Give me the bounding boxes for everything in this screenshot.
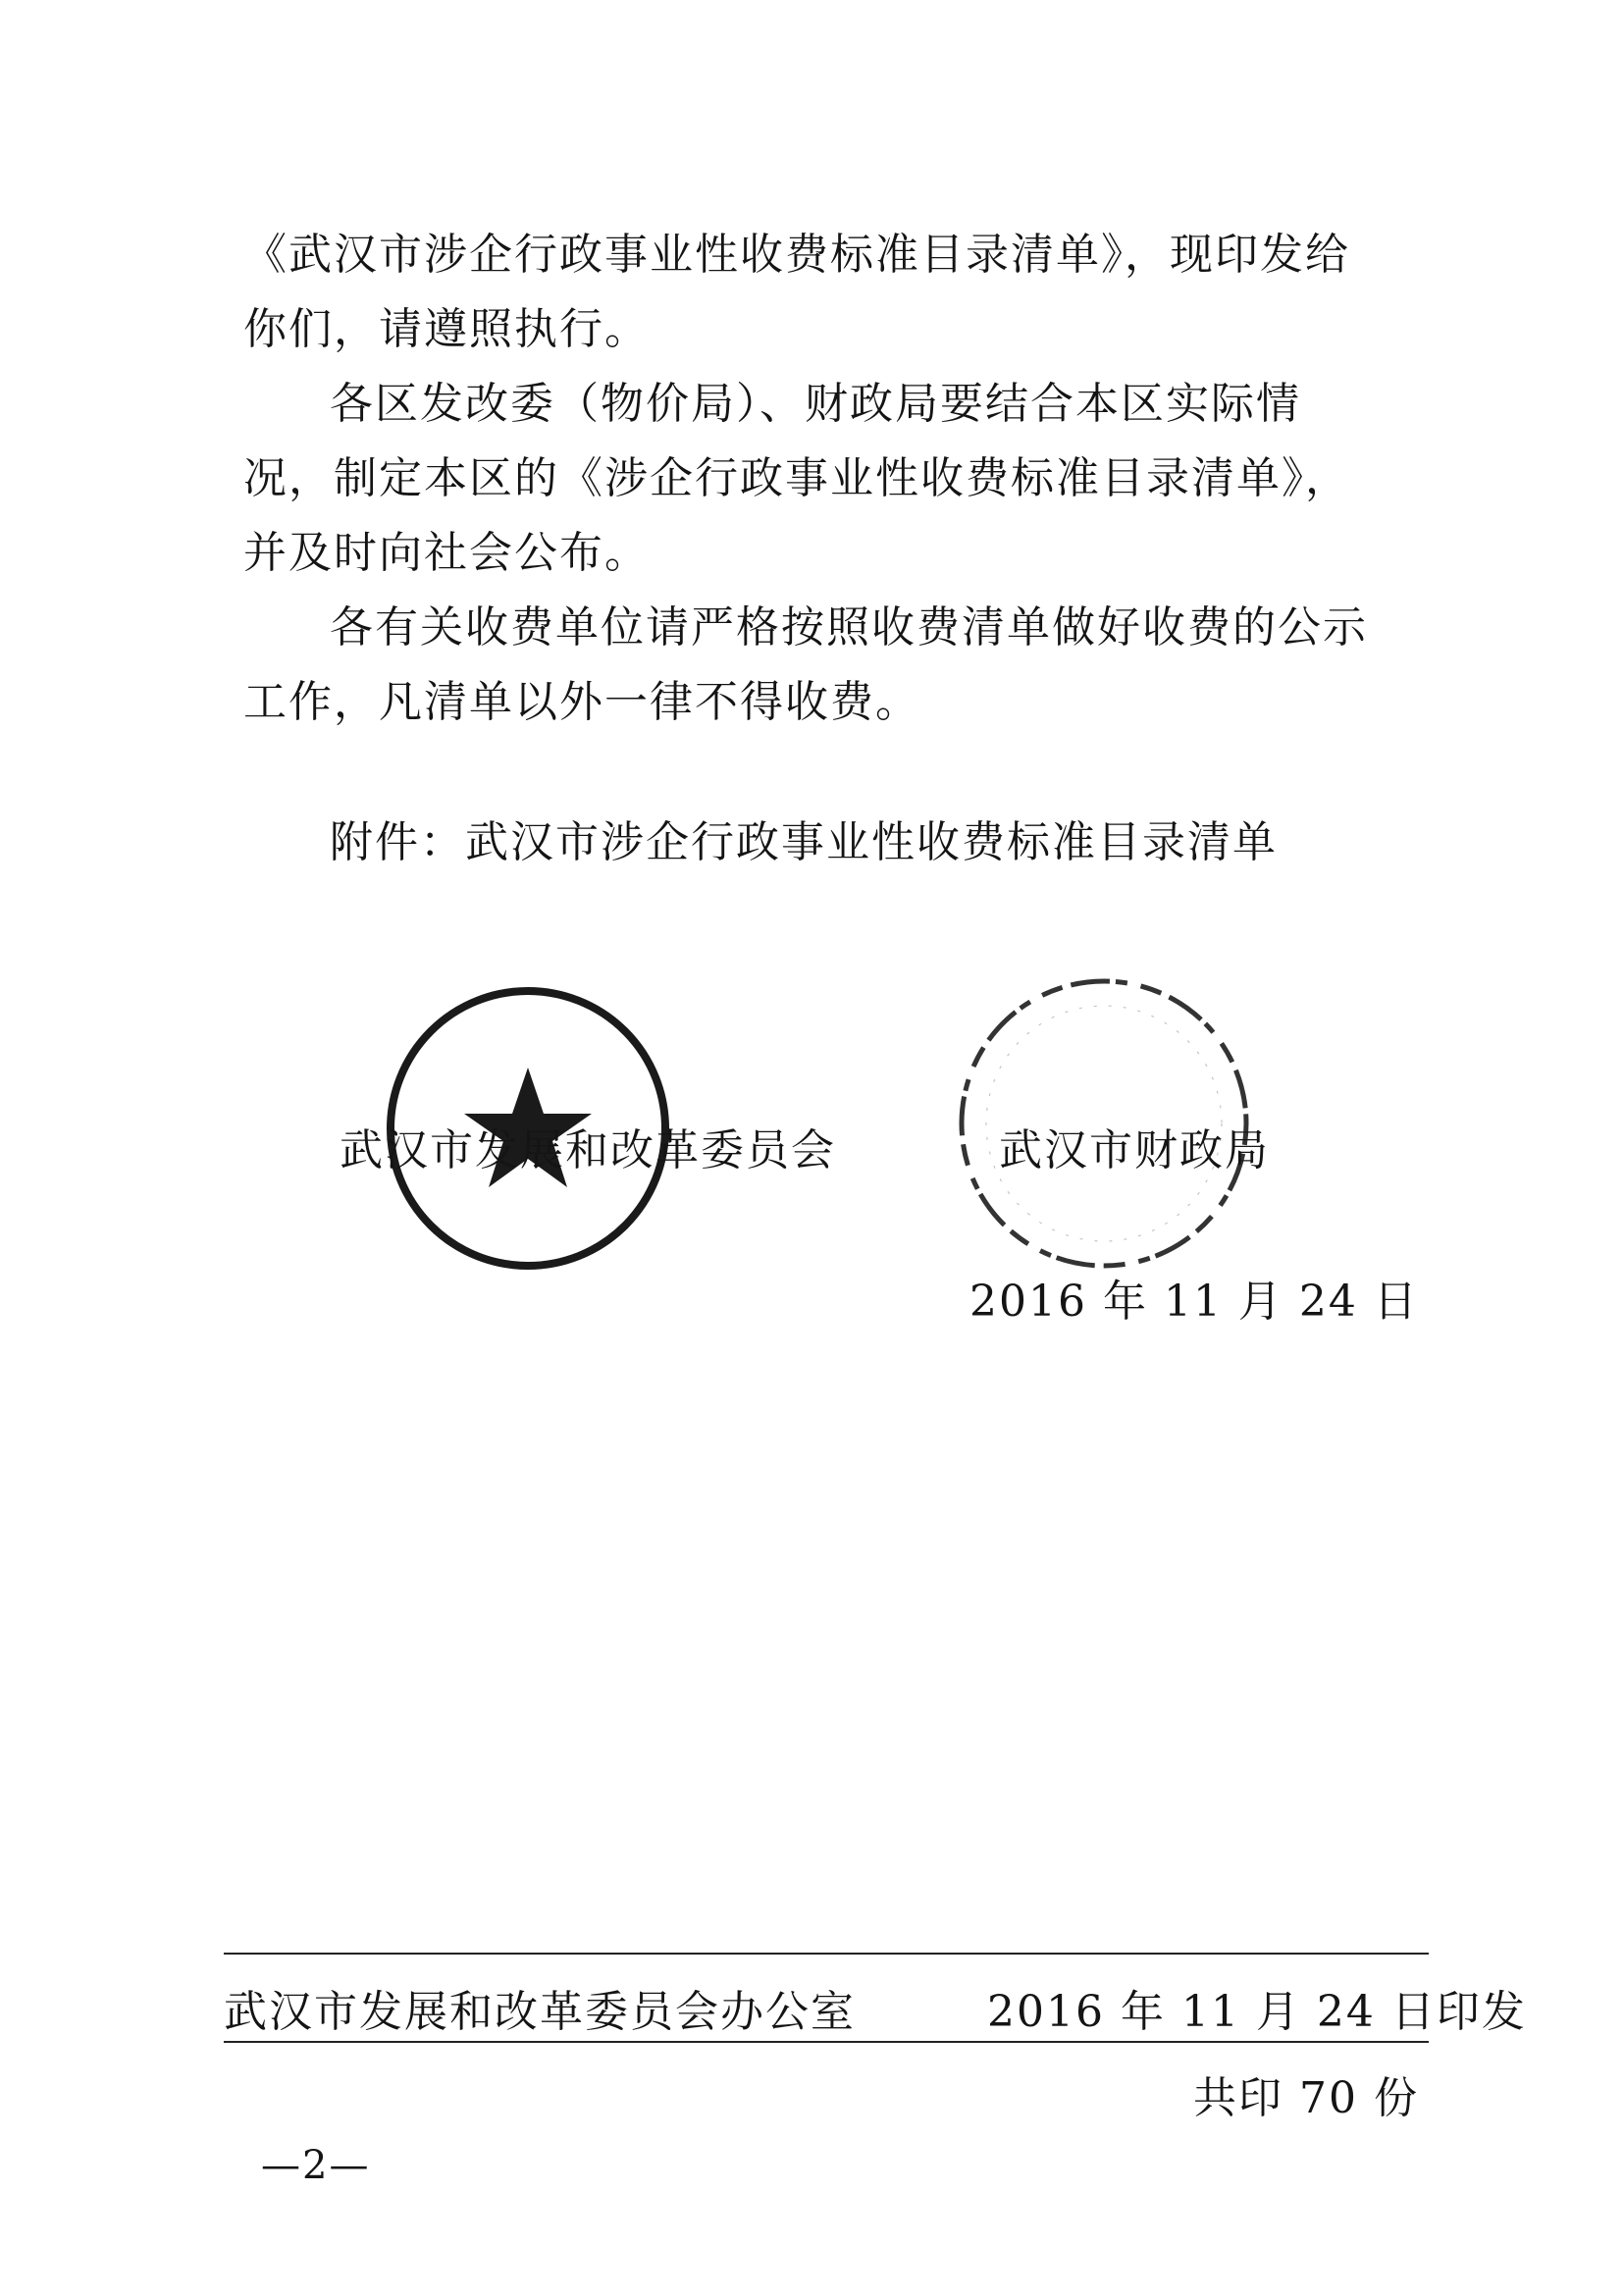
- page-number: —2—: [261, 2143, 371, 2188]
- footer-top-rule: [224, 1953, 1429, 1955]
- issuer-finance-bureau: 武汉市财政局: [999, 1125, 1270, 1175]
- body-paragraph-1: 《武汉市涉企行政事业性收费标准目录清单》，现印发给你们，请遵照执行。: [243, 230, 1350, 354]
- signature-date: 2016 年 11 月 24 日: [969, 1277, 1419, 1327]
- body-paragraph-2: 各区发改委（物价局）、财政局要结合本区实际情况，制定本区的《涉企行政事业性收费标准目录清单》，并及时向社会公布。: [243, 379, 1350, 578]
- footer-bottom-rule: [224, 2041, 1429, 2043]
- footer-copies: 共印 70 份: [1193, 2073, 1419, 2123]
- body-paragraph-3: 各有关收费单位请严格按照收费清单做好收费的公示工作，凡清单以外一律不得收费。: [243, 602, 1368, 727]
- footer-print-date: 2016 年 11 月 24 日印发: [987, 1987, 1527, 2037]
- footer-office: 武汉市发展和改革委员会办公室: [224, 1987, 856, 2037]
- attachment-line: 附件：武汉市涉企行政事业性收费标准目录清单: [330, 817, 1278, 867]
- issuer-ndrc: 武汉市发展和改革委员会: [340, 1125, 836, 1175]
